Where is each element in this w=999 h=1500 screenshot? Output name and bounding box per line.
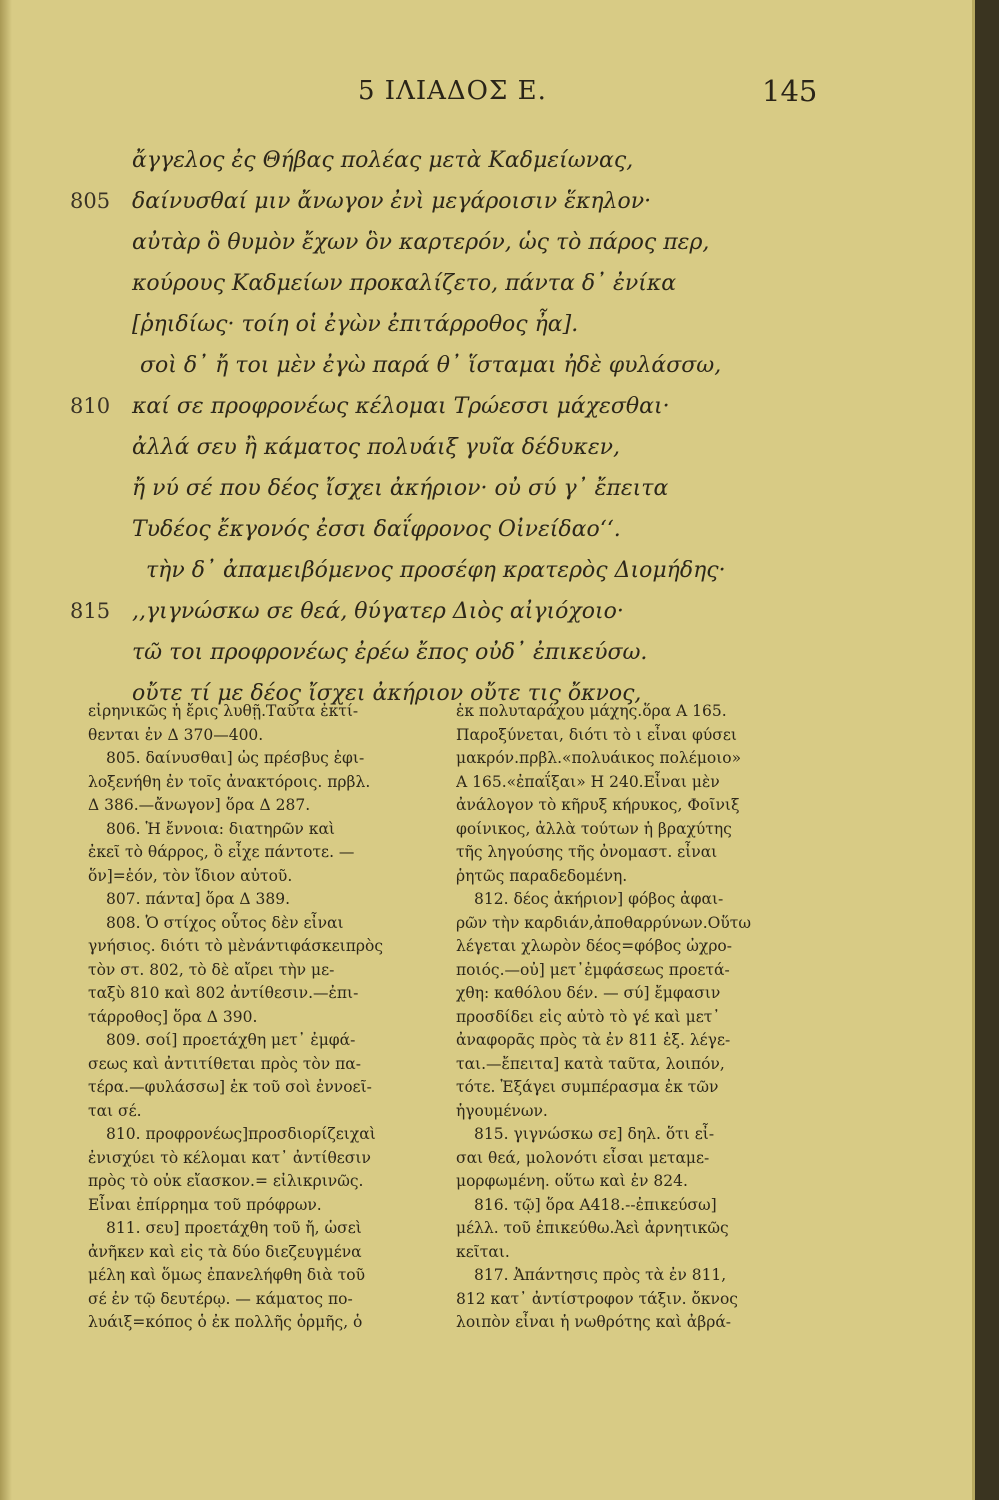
note-line: φοίνικος, ἀλλὰ τούτων ἡ βραχύτης: [456, 819, 732, 838]
note-line: 817. Ἀπάντησις πρὸς τὰ ἐν 811,: [474, 1266, 727, 1284]
note-line: σεως καὶ ἀντιτίθεται πρὸς τὸν πα-: [88, 1054, 362, 1073]
verse-line: [70, 386, 850, 427]
note-line: τότε. Ἐξάγει συμπέρασμα ἐκ τῶν: [456, 1078, 719, 1096]
verse-line: [70, 140, 850, 181]
verse-text: δαίνυσθαί μιν ἄνωγον ἐνὶ μεγάροισιν ἕκηλον·: [132, 189, 652, 214]
verse-line: [70, 509, 850, 550]
verse-text: ἤ νύ σέ που δέος ἴσχει ἀκήριον· οὐ σύ γ᾽ ἔπειτα: [132, 476, 669, 501]
verse-text: αὐτὰρ ὃ θυμὸν ἔχων ὃν καρτερόν, ὡς τὸ πάρος περ,: [132, 230, 710, 255]
note-line: πρὸς τὸ οὐκ εἴασκον.= εἰλικρινῶς.: [88, 1172, 364, 1190]
note-line: ρῶν τὴν καρδιάν,ἀποθαρρύνων.Οὕτω: [456, 913, 751, 932]
line-number: 810: [70, 394, 111, 418]
note-line: 815. γιγνώσκω σε] δηλ. ὅτι εἶ-: [474, 1125, 715, 1143]
verse-line: [70, 468, 850, 509]
note-line: 806. Ἡ ἔννοια: διατηρῶν καὶ: [106, 819, 336, 838]
note-line: λυάιξ=κόπος ὁ ἐκ πολλῆς ὁρμῆς, ὁ: [88, 1313, 363, 1331]
note-line: ται σέ.: [88, 1101, 142, 1120]
notes-left-column: [88, 700, 433, 1335]
line-number: 805: [70, 189, 111, 213]
note-line: ποιός.—οὐ] μετ᾽ἐμφάσεως προετά-: [456, 960, 730, 979]
verse-text: ἀλλά σευ ἢ κάματος πολυάιξ γυῖα δέδυκεν,: [132, 435, 621, 460]
note-line: ἀνῆκεν καὶ εἰς τὰ δύο διεζευγμένα: [88, 1242, 362, 1261]
note-line: 805. δαίνυσθαι] ὡς πρέσβυς ἐφι-: [106, 749, 365, 767]
note-line: ἀναφορᾶς πρὸς τὰ ἐν 811 ἑξ. λέγε-: [456, 1031, 731, 1049]
note-line: μέλη καὶ ὅμως ἐπανελήφθη διὰ τοῦ: [88, 1266, 366, 1284]
note-line: 809. σοί] προετάχθη μετ᾽ ἐμφά-: [106, 1031, 356, 1049]
note-line: Παροξύνεται, διότι τὸ ι εἶναι φύσει: [456, 725, 737, 744]
note-line: 812 κατ᾽ ἀντίστροφον τάξιν. ὄκνος: [456, 1289, 738, 1308]
note-line: τὸν στ. 802, τὸ δὲ αἴρει τὴν με-: [88, 960, 335, 979]
verse-text: ἄγγελος ἐς Θήβας πολέας μετὰ Καδμείωνας,: [132, 148, 634, 173]
note-line: λέγεται χλωρὸν δέος=φόβος ὠχρο-: [456, 937, 733, 955]
note-line: 812. δέος ἀκήριον] φόβος ἀφαι-: [474, 890, 724, 908]
verse-line: [70, 263, 850, 304]
note-line: ἐκ πολυταράχου μάχης.ὅρα Α 165.: [456, 702, 727, 720]
verse-text: κούρους Καδμείων προκαλίζετο, πάντα δ᾽ ἐνίκα: [132, 271, 677, 296]
note-line: γνήσιος. διότι τὸ μὲνάντιφάσκειπρὸς: [88, 937, 384, 955]
verse-line: [70, 632, 850, 673]
note-line: 811. σευ] προετάχθη τοῦ ἤ, ὡσεὶ: [106, 1219, 362, 1237]
note-line: θενται ἐν Δ 370—400.: [88, 725, 264, 744]
note-line: τέρα.—φυλάσσω] ἐκ τοῦ σοὶ ἐννοεῖ-: [88, 1078, 372, 1096]
verse-text: ,,γιγνώσκω σε θεά, θύγατερ Διὸς αἰγιόχοιο·: [132, 599, 624, 624]
verse-text: τὴν δ᾽ ἀπαμειβόμενος προσέφη κρατερὸς Διομήδης·: [146, 558, 726, 583]
verse-text: Τυδέος ἔκγονός ἐσσι δαΐφρονος Οἰνείδαο‘‘.: [132, 517, 621, 542]
note-line: μορφωμένη. οὕτω καὶ ἐν 824.: [456, 1172, 688, 1190]
note-line: τάρροθος] ὅρα Δ 390.: [88, 1007, 258, 1026]
note-line: ἡγουμένων.: [456, 1101, 548, 1120]
note-line: ἐκεῖ τὸ θάρρος, ὃ εἶχε πάντοτε. —: [88, 843, 355, 861]
verse-text: καί σε προφρονέως κέλομαι Τρώεσσι μάχεσθαι·: [132, 394, 670, 419]
note-line: κεῖται.: [456, 1242, 510, 1261]
verse-line: [70, 591, 850, 632]
verse-text: οὔτε τί με δέος ἴσχει ἀκήριον οὔτε τις ὄκνος,: [132, 681, 642, 706]
note-line: 808. Ὁ στίχος οὗτος δὲν εἶναι: [106, 913, 344, 932]
note-line: χθη: καθόλου δέν. — σύ] ἔμφασιν: [456, 984, 721, 1002]
note-line: σαι θεά, μολονότι εἶσαι μεταμε-: [456, 1148, 710, 1167]
note-line: προσδίδει εἰς αὐτὸ τὸ γέ καὶ μετ᾽: [456, 1007, 721, 1026]
note-line: ὅν]=ἑόν, τὸν ἴδιον αὐτοῦ.: [88, 866, 293, 885]
note-line: τῆς ληγούσης τῆς ὀνομαστ. εἶναι: [456, 843, 718, 861]
note-line: ἐνισχύει τὸ κέλομαι κατ᾽ ἀντίθεσιν: [88, 1148, 371, 1167]
line-number: 815: [70, 599, 111, 623]
note-line: ἀνάλογον τὸ κῆρυξ κήρυκος, Φοῖνιξ: [456, 796, 740, 814]
page-header: [0, 74, 975, 114]
note-line: λοξενήθη ἐν τοῖς ἀνακτόροις. πρβλ.: [88, 772, 371, 791]
note-line: εἰρηνικῶς ἡ ἔρις λυθῇ.Ταῦτα ἐκτί-: [88, 702, 359, 720]
note-line: σέ ἐν τῷ δευτέρῳ. — κάματος πο-: [88, 1289, 353, 1308]
note-line: 810. προφρονέως]προσδιορίζειχαὶ: [106, 1125, 376, 1143]
note-line: Εἶναι ἐπίρρημα τοῦ πρόφρων.: [88, 1195, 322, 1214]
notes-right-column: [456, 700, 821, 1335]
verse-line: [70, 550, 850, 591]
running-title: 5 ΙΛΙΑΔΟΣ Ε.: [358, 76, 547, 106]
verse-line: [70, 304, 850, 345]
verse-text: σοὶ δ᾽ ἤ τοι μὲν ἐγὼ παρά θ᾽ ἵσταμαι ἠδὲ φυλάσσω,: [140, 353, 722, 378]
page-binding-edge: [0, 0, 12, 1500]
note-line: ῥητῶς παραδεδομένη.: [456, 866, 628, 885]
page-number: 145: [762, 74, 818, 108]
verse-line: [70, 427, 850, 468]
verse-text: τῶ τοι προφρονέως ἐρέω ἔπος οὐδ᾽ ἐπικεύσω.: [132, 640, 648, 665]
verse-text: [ῥηιδίως· τοίη οἱ ἐγὼν ἐπιτάρροθος ἦα].: [132, 312, 579, 337]
note-line: ταξὺ 810 καὶ 802 ἀντίθεσιν.—ἐπι-: [88, 984, 359, 1002]
note-line: 816. τῷ] ὅρα Α418.--ἐπικεύσω]: [474, 1195, 717, 1214]
note-line: μακρόν.πρβλ.«πολυάικος πολέμοιο»: [456, 749, 742, 767]
verse-line: [70, 222, 850, 263]
note-line: μέλλ. τοῦ ἐπικεύθω.Ἀεὶ ἀρνητικῶς: [456, 1219, 729, 1237]
note-line: 807. πάντα] ὅρα Δ 389.: [106, 890, 291, 908]
note-line: Α 165.«ἐπαΐξαι» Η 240.Εἶναι μὲν: [456, 772, 720, 791]
note-line: ται.—ἔπειτα] κατὰ ταῦτα, λοιπόν,: [456, 1054, 725, 1073]
verse-block: [70, 140, 850, 714]
note-line: λοιπὸν εἶναι ἡ νωθρότης καὶ ἀβρά-: [456, 1313, 732, 1331]
verse-line: [70, 181, 850, 222]
verse-line: [70, 345, 850, 386]
note-line: Δ 386.—ἄνωγον] ὅρα Δ 287.: [88, 796, 311, 814]
